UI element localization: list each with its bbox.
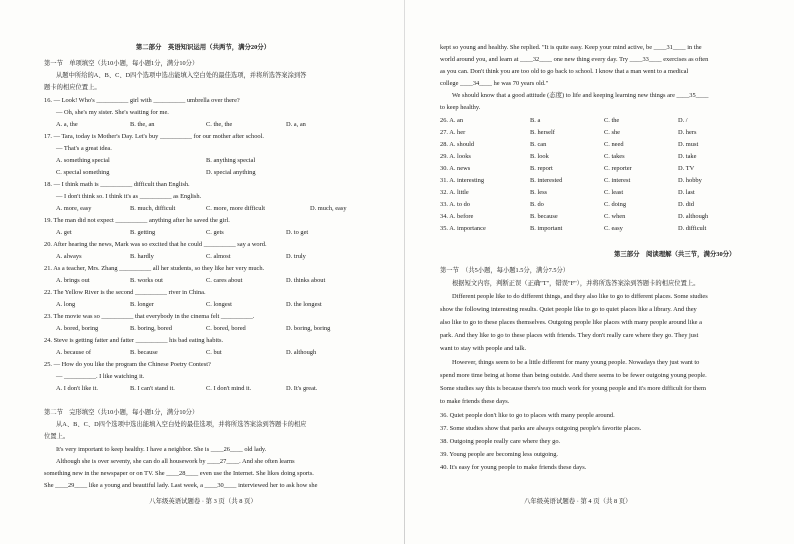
passage-p1-line-2: show the following interesting results. Quiet people like to go to quiet places like a library. And they (440, 306, 697, 313)
option-24-c: C. but (206, 349, 222, 356)
statement-36: 36. Quiet people don't like to go to places with many people around. (440, 412, 615, 419)
option-29-c: C. takes (604, 153, 625, 160)
option-27-d: D. hers (678, 129, 697, 136)
option-24-d: D. although (286, 349, 317, 356)
passage-p1-line-5: want to stay with people and talk. (440, 345, 527, 352)
option-20-b: B. hardly (130, 253, 154, 260)
passage-p2-line-2: spend more time being at home than being outside. And there seems to be fewer outgoing young people. (440, 372, 707, 379)
option-21-c: C. cares about (206, 277, 243, 284)
option-34-a: 34. A. before (440, 213, 474, 220)
option-25-b: B. I can't stand it. (130, 385, 175, 392)
statement-39: 39. Young people are becoming less outgoing. (440, 451, 559, 458)
cloze-cont-5: We should know that a good attitude (态度) to life and keeping learning new things are ____35____ (452, 92, 709, 99)
option-29-d: D. take (678, 153, 697, 160)
option-26-d: D. / (678, 117, 688, 124)
option-25-c: C. I don't mind it. (206, 385, 252, 392)
option-16-b: B. the, an (130, 121, 155, 128)
option-31-d: D. hobby (678, 177, 702, 184)
option-20-d: D. truly (286, 253, 306, 260)
option-18-c: C. more, more difficult (206, 205, 265, 212)
option-34-c: C. when (604, 213, 626, 220)
option-18-d: D. much, easy (310, 205, 347, 212)
option-29-b: B. look (530, 153, 549, 160)
option-28-c: C. need (604, 141, 624, 148)
sec1-instruction: 从题中所给的A、B、C、D四个选项中选出能填入空白处的最佳选项，并将所选答案涂到答 (56, 72, 307, 79)
question-22: 22. The Yellow River is the second __________ river in China. (44, 289, 206, 296)
cloze-cont-4: college ____34____ he was 70 years old." (440, 80, 549, 87)
option-30-b: B. report (530, 165, 553, 172)
passage-p1-line-4: park. And they like to go to these places with friends. They don't really care where they go. They just (440, 332, 699, 339)
option-16-c: C. the, the (206, 121, 233, 128)
option-31-a: 31. A. interesting (440, 177, 485, 184)
option-18-a: A. more, easy (56, 205, 92, 212)
cloze-cont-3: as you can. Don't think you are too old to go back to school. I know that a man went to a medical (440, 68, 689, 75)
question-20: 20. After hearing the news, Mark was so excited that he could __________ say a word. (44, 241, 267, 248)
question-17-reply: — That's a great idea. (56, 145, 112, 152)
option-34-d: D. although (678, 213, 709, 220)
option-23-a: A. bored, boring (56, 325, 99, 332)
statement-40: 40. It's easy for young people to make friends these days. (440, 464, 587, 471)
question-18-reply: — I don't think so. I think it's as __________ as English. (56, 193, 202, 200)
option-33-d: D. did (678, 201, 694, 208)
option-33-a: 33. A. to do (440, 201, 471, 208)
option-22-b: B. longer (130, 301, 154, 308)
option-19-d: D. to get (286, 229, 309, 236)
option-32-b: B. less (530, 189, 548, 196)
passage-p1-line-3: also like to go to these places themselves. Outgoing people like places with many people around like a (440, 319, 702, 326)
page-footer-4: 八年级英语试题卷 · 第 4 页（共 8 页） (524, 498, 632, 505)
option-22-a: A. long (56, 301, 76, 308)
question-25-reply: — __________. I like watching it. (56, 373, 145, 380)
question-21: 21. As a teacher, Mrs. Zhang __________ all her students, so they like her very much. (44, 265, 265, 272)
cloze-line-2: Although she is over seventy, she can do all housework by ____27____. And she often learns (56, 458, 295, 465)
passage-p2-line-3: Some studies say this is because there's too much work for young people and it's more difficult for them (440, 385, 706, 392)
part3-title: 第三部分 阅读理解（共三节，满分30分） (614, 251, 736, 258)
option-35-b: B. important (530, 225, 563, 232)
option-34-b: B. because (530, 213, 558, 220)
cloze-cont-6: to keep healthy. (440, 104, 481, 111)
option-23-b: B. boring, bored (130, 325, 172, 332)
passage-p2-line-4: to make friends these days. (440, 398, 510, 405)
question-17: 17. — Tara, today is Mother's Day. Let's buy __________ for our mother after school. (44, 133, 264, 140)
question-16: 16. — Look! Who's __________ girl with __________ umbrella over there? (44, 97, 240, 104)
option-26-b: B. a (530, 117, 541, 124)
question-25: 25. — How do you like the program the Chinese Poetry Contest? (44, 361, 211, 368)
option-21-d: D. thinks about (286, 277, 326, 284)
option-24-b: B. because (130, 349, 158, 356)
option-23-c: C. bored, bored (206, 325, 246, 332)
option-33-b: B. do (530, 201, 544, 208)
option-35-c: C. easy (604, 225, 623, 232)
passage-p2-line-1: However, things seem to be a little different for many young people. Nowadays they just want to (452, 359, 700, 366)
passage-p1-line-1: Different people like to do different things, and they also like to go to different places. Some studies (452, 293, 708, 300)
option-19-a: A. get (56, 229, 72, 236)
option-24-a: A. because of (56, 349, 91, 356)
reading-instruction: 根据短文内容，判断正误（正确"T"，错误"F"），并将所选答案涂到答题卡的相应位置上。 (452, 280, 700, 287)
cloze-line-3: something new in the newspaper or on TV. She ____28____ even use the Internet. She likes doing sports. (44, 470, 314, 477)
question-19: 19. The man did not expect __________ anything after he saved the girl. (44, 217, 230, 224)
option-19-b: B. getting (130, 229, 156, 236)
option-27-b: B. herself (530, 129, 555, 136)
question-23: 23. The movie was so __________ that everybody in the cinema felt __________. (44, 313, 255, 320)
option-17-a: A. something special (56, 157, 110, 164)
option-32-d: D. last (678, 189, 695, 196)
option-32-a: 32. A. little (440, 189, 469, 196)
sec2-instruction: 从A、B、C、D四个选项中选出能填入空白处的最佳选项，并将所选答案涂到答题卡的相应 (56, 421, 307, 428)
cloze-line-4: She ____29____ like a young and beautiful lady. Last week, a ____30____ interviewed her to ask how she (44, 482, 318, 489)
cloze-line-1: It's very important to keep healthy. I have a neighbor. She is ____26____ old lady. (56, 446, 267, 453)
option-17-c: C. special something (56, 169, 110, 176)
option-21-a: A. brings out (56, 277, 90, 284)
option-16-a: A. a, the (56, 121, 78, 128)
option-26-a: 26. A. an (440, 117, 464, 124)
option-35-d: D. difficult (678, 225, 707, 232)
option-27-c: C. she (604, 129, 620, 136)
option-31-c: C. interest (604, 177, 631, 184)
cloze-cont-2: world around you, and learn at ____32____ one new thing every day. Try ____33____ exercises as often (440, 56, 709, 63)
page-footer-3: 八年级英语试题卷 · 第 3 页（共 8 页） (149, 498, 257, 505)
part2-title: 第二部分 英语知识运用（共两节，满分20分） (135, 44, 271, 51)
option-27-a: 27. A. her (440, 129, 466, 136)
option-25-a: A. I don't like it. (56, 385, 98, 392)
option-20-a: A. always (56, 253, 82, 260)
option-22-c: C. longest (206, 301, 232, 308)
sec1-heading: 第一节 单项填空（共10小题，每小题1分，满分10分） (44, 60, 199, 67)
sec2-heading: 第二节 完形填空（共10小题，每小题1分，满分10分） (44, 409, 199, 416)
option-29-a: 29. A. looks (440, 153, 471, 160)
sec1-instruction-2: 题卡的相应位置上。 (44, 84, 101, 91)
option-30-d: D. TV (678, 165, 695, 172)
option-35-a: 35. A. importance (440, 225, 486, 232)
statement-38: 38. Outgoing people really care where they go. (440, 438, 561, 445)
option-32-c: C. least (604, 189, 624, 196)
statement-37: 37. Some studies show that parks are always outgoing people's favorite places. (440, 425, 642, 432)
option-25-d: D. It's great. (286, 385, 318, 392)
question-24: 24. Steve is getting fatter and fatter __________ his bad eating habits. (44, 337, 224, 344)
option-16-d: D. a, an (286, 121, 306, 128)
option-17-b: B. anything special (206, 157, 256, 164)
option-30-a: 30. A. news (440, 165, 471, 172)
option-17-d: D. special anything (206, 169, 256, 176)
question-18: 18. — I think math is __________ difficult than English. (44, 181, 190, 188)
option-30-c: C. reporter (604, 165, 632, 172)
option-19-c: C. gets (206, 229, 224, 236)
option-22-d: D. the longest (286, 301, 322, 308)
option-21-b: B. works out (130, 277, 163, 284)
sec2-instruction-2: 位置上。 (44, 433, 70, 440)
option-31-b: B. interested (530, 177, 563, 184)
option-28-b: B. can (530, 141, 547, 148)
reading-sec1-heading: 第一节 （共5小题，每小题1.5分，满分7.5分） (440, 267, 570, 274)
cloze-cont-1: kept so young and healthy. She replied. "It is quite easy. Keep your mind active, be ____31____ in the (440, 44, 702, 51)
right-page (406, 0, 794, 544)
option-23-d: D. boring, boring (286, 325, 331, 332)
option-26-c: C. the (604, 117, 620, 124)
option-20-c: C. almost (206, 253, 231, 260)
option-28-d: D. must (678, 141, 699, 148)
question-16-reply: — Oh, she's my sister. She's waiting for me. (56, 109, 169, 116)
option-33-c: C. doing (604, 201, 627, 208)
option-28-a: 28. A. should (440, 141, 475, 148)
option-18-b: B. much, difficult (130, 205, 176, 212)
